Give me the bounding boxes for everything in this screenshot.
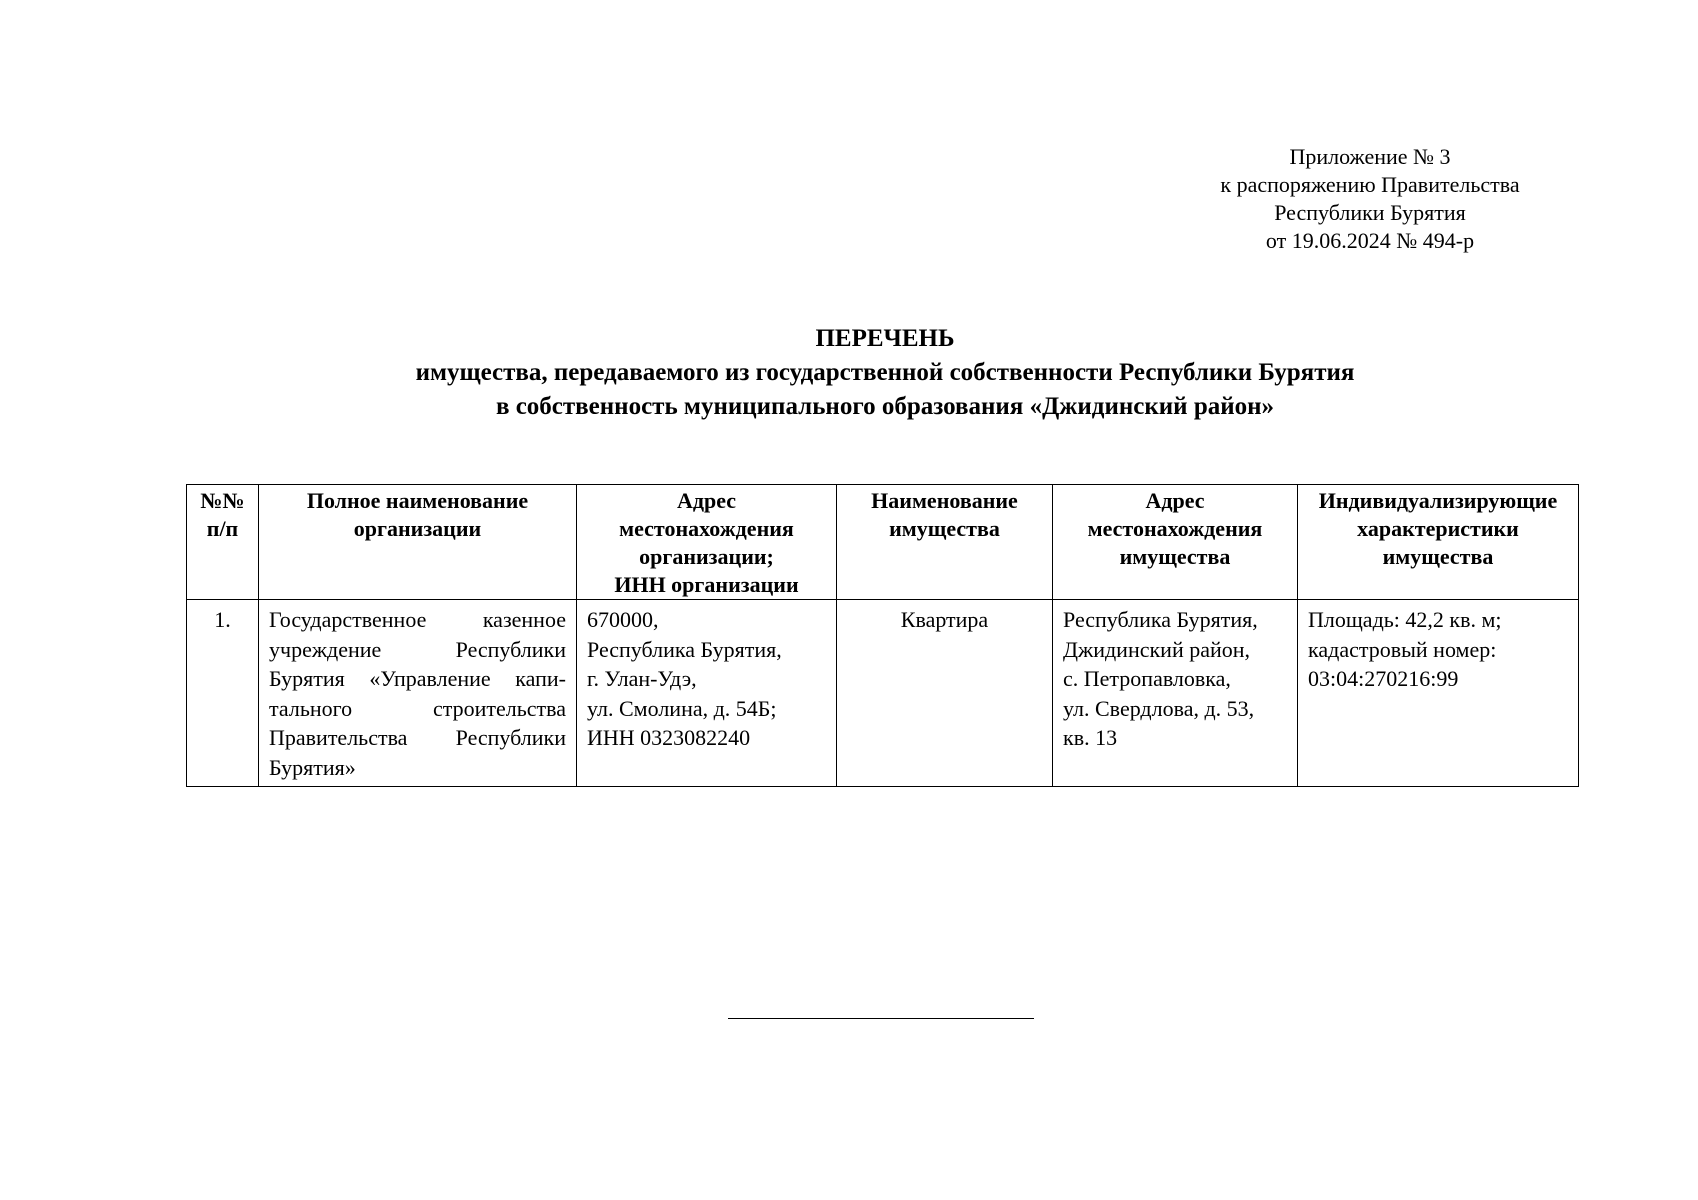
annex-republic: Республики Бурятия [1274,200,1466,225]
cell-number: 1. [187,600,259,787]
annex-header [1180,143,1560,255]
header-property-name: Наименование имущества [837,485,1053,600]
cell-org-address: 670000, Республика Бурятия, г. Улан-Удэ, ул. Смолина, д. 54Б; ИНН 0323082240 [577,600,837,787]
header-characteristics: Индивидуализирующие характеристики имущества [1298,485,1579,600]
cell-property-address: Республика Бурятия, Джидинский район, с. Петропавловка, ул. Свердлова, д. 53, кв. 13 [1053,600,1298,787]
title-line-2: имущества, передаваемого из государственной собственности Республики Бурятия [415,359,1355,386]
header-property-address: Адрес местонахождения имущества [1053,485,1298,600]
cell-org-name: Государственное казенное учреждение Республики Бурятия «Управление капи- тального строительства Правительства Республики Бурятия» [259,600,577,787]
property-table [186,484,1579,787]
header-org-address: Адрес местонахождения организации; ИНН организации [577,485,837,600]
annex-reference: к распоряжению Правительства [1220,172,1520,197]
annex-number: Приложение № 3 [1289,144,1451,169]
header-org-name: Полное наименование организации [259,485,577,600]
closing-divider-line [728,1018,1034,1019]
cell-property-name: Квартира [837,600,1053,787]
table-row [187,600,1579,787]
table-header-row [187,485,1579,600]
cell-characteristics: Площадь: 42,2 кв. м; кадастровый номер: 03:04:270216:99 [1298,600,1579,787]
annex-date-number: от 19.06.2024 № 494-р [1265,228,1475,253]
header-number: №№ п/п [187,485,259,600]
title-line-3: в собственность муниципального образования «Джидинский район» [495,393,1275,420]
title-heading: ПЕРЕЧЕНЬ [815,325,955,352]
document-title [0,322,1698,424]
